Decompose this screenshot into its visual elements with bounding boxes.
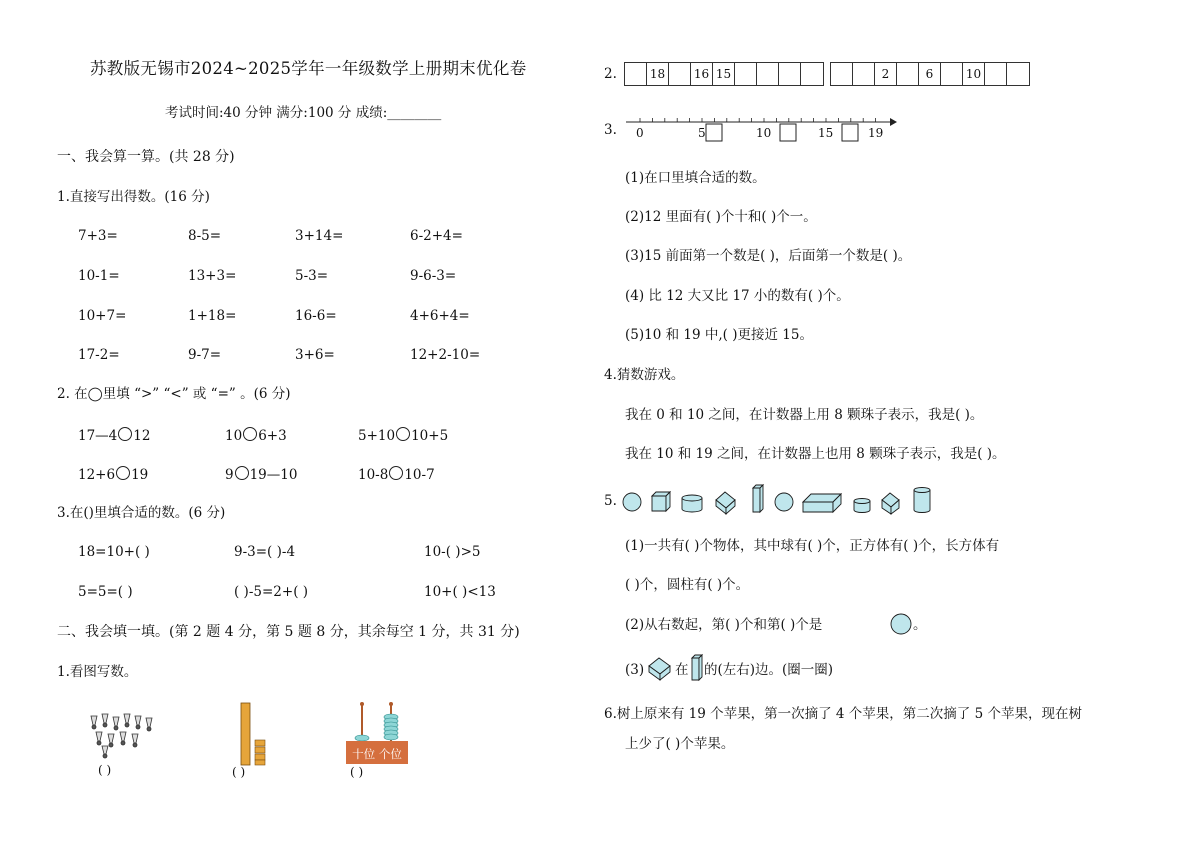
number-sequence-2 — [830, 62, 1030, 86]
compare-item: 9 19—10 — [225, 467, 298, 483]
tick-label: 0 — [636, 126, 644, 140]
q4-line: 我在 10 和 19 之间，在计数器上也用 8 颗珠子表示，我是( )。 — [625, 446, 1006, 462]
counting-rods-picture — [238, 702, 270, 766]
q6-line: 上少了( )个苹果。 — [625, 736, 735, 752]
seq-cell[interactable] — [985, 63, 1007, 85]
seq-cell[interactable] — [853, 63, 875, 85]
fill-item: 10+( )<13 — [424, 584, 496, 600]
seq-cell[interactable] — [831, 63, 853, 85]
compare-item: 17—4 12 — [78, 428, 151, 444]
seq-cell[interactable] — [735, 63, 757, 85]
tick-label: 15 — [818, 126, 834, 140]
period-text: 。 — [913, 617, 927, 633]
calc-item: 3+14= — [295, 228, 344, 244]
q5-line: ( )个，圆柱有( )个。 — [625, 577, 750, 593]
q5-line: 在 — [675, 662, 689, 678]
calc-item: 5-3= — [295, 268, 329, 284]
fill-item: 9-3=( )-4 — [234, 544, 296, 560]
q5-line: (3) — [625, 662, 645, 678]
q3-line: (1)在口里填合适的数。 — [625, 170, 766, 186]
q4-line: 我在 0 和 10 之间，在计数器上用 8 颗珠子表示，我是( )。 — [625, 407, 984, 423]
seq-cell[interactable] — [779, 63, 801, 85]
seq-cell: 6 — [919, 63, 941, 85]
seq-cell: 18 — [647, 63, 669, 85]
calc-item: 6-2+4= — [410, 228, 463, 244]
seq-cell[interactable] — [941, 63, 963, 85]
q3-line: (5)10 和 19 中,( )更接近 15。 — [625, 327, 813, 343]
compare-circle[interactable] — [396, 427, 410, 441]
q6-line: 6.树上原来有 19 个苹果，第一次摘了 4 个苹果，第二次摘了 5 个苹果，现在树 — [604, 706, 1082, 722]
compare-item: 10 6+3 — [225, 428, 287, 444]
page-title: 苏教版无锡市2024~2025学年一年级数学上册期末优化卷 — [90, 59, 527, 78]
compare-circle[interactable] — [118, 427, 132, 441]
calc-item: 9-7= — [188, 347, 222, 363]
calc-item: 13+3= — [188, 268, 237, 284]
tall-cuboid-icon — [690, 654, 704, 682]
seq-cell: 10 — [963, 63, 985, 85]
section1-title: 一、我会算一算。(共 28 分) — [57, 149, 235, 165]
q3-line: (4) 比 12 大又比 17 小的数有( )个。 — [625, 288, 850, 304]
calc-item: 9-6-3= — [410, 268, 457, 284]
calc-item: 3+6= — [295, 347, 335, 363]
calc-item: 10-1= — [78, 268, 120, 284]
tick-label: 5 — [698, 126, 706, 140]
q3-line: (2)12 里面有( )个十和( )个一。 — [625, 209, 817, 225]
fill-item: 5=5=( ) — [78, 584, 133, 600]
shuttlecock-picture — [88, 712, 158, 758]
seq-cell[interactable] — [757, 63, 779, 85]
number-sequence-1 — [624, 62, 824, 86]
seq-cell: 16 — [691, 63, 713, 85]
q5-line: (1)一共有( )个物体，其中球有( )个，正方体有( )个，长方体有 — [625, 538, 1000, 554]
section2-title: 二、我会填一填。(第 2 题 4 分，第 5 题 8 分，其余每空 1 分，共 31 分) — [57, 624, 520, 640]
fill-item: ( )-5=2+( ) — [234, 584, 309, 600]
seq-cell[interactable] — [625, 63, 647, 85]
calc-item: 7+3= — [78, 228, 118, 244]
tick-label: 19 — [868, 126, 884, 140]
q3-line: (3)15 前面第一个数是( )，后面第一个数是( )。 — [625, 248, 912, 264]
fill-item: 18=10+( ) — [78, 544, 150, 560]
seq-cell: 2 — [875, 63, 897, 85]
compare-circle[interactable] — [243, 427, 257, 441]
calc-item: 16-6= — [295, 308, 337, 324]
seq-cell[interactable] — [801, 63, 823, 85]
q1-title: 1.直接写出得数。(16 分) — [57, 189, 210, 205]
seq-cell: 15 — [713, 63, 735, 85]
abacus-picture — [346, 700, 408, 748]
abacus-base: 十位 个位 — [346, 744, 408, 764]
calc-item: 10+7= — [78, 308, 127, 324]
sphere-icon — [889, 612, 913, 636]
solid-shapes-row — [620, 484, 936, 516]
q2-title: 2. 在◯里填 “>” “<” 或 “=” 。(6 分) — [57, 386, 291, 402]
q3-title: 3.在()里填合适的数。(6 分) — [57, 505, 226, 521]
fill-item: 10-( )>5 — [424, 544, 481, 560]
calc-item: 1+18= — [188, 308, 237, 324]
q4-title: 4.猜数游戏。 — [604, 367, 685, 383]
seq-cell[interactable] — [1007, 63, 1029, 85]
answer-paren: ( ) — [350, 765, 364, 779]
answer-paren: ( ) — [98, 763, 112, 777]
compare-circle[interactable] — [389, 466, 403, 480]
q2-label: 2. — [604, 66, 617, 82]
compare-circle[interactable] — [116, 466, 130, 480]
q3-label: 3. — [604, 122, 617, 138]
seq-cell[interactable] — [897, 63, 919, 85]
compare-circle[interactable] — [235, 466, 249, 480]
answer-paren: ( ) — [232, 765, 246, 779]
calc-item: 12+2-10= — [410, 347, 481, 363]
seq-cell[interactable] — [669, 63, 691, 85]
compare-item: 12+6 19 — [78, 467, 149, 483]
calc-item: 17-2= — [78, 347, 120, 363]
q5-line: (2)从右数起，第( )个和第( )个是 — [625, 617, 823, 633]
compare-item: 10-8 10-7 — [358, 467, 435, 483]
calc-item: 8-5= — [188, 228, 222, 244]
s2-q1-title: 1.看图写数。 — [57, 664, 138, 680]
q5-line: 的(左右)边。(圈一圈) — [704, 662, 834, 678]
tick-label: 10 — [756, 126, 772, 140]
compare-item: 5+10 10+5 — [358, 428, 449, 444]
q5-label: 5. — [604, 493, 617, 509]
calc-item: 4+6+4= — [410, 308, 470, 324]
exam-info: 考试时间:40 分钟 满分:100 分 成绩:________ — [165, 105, 442, 121]
tilted-cube-icon — [647, 655, 673, 681]
